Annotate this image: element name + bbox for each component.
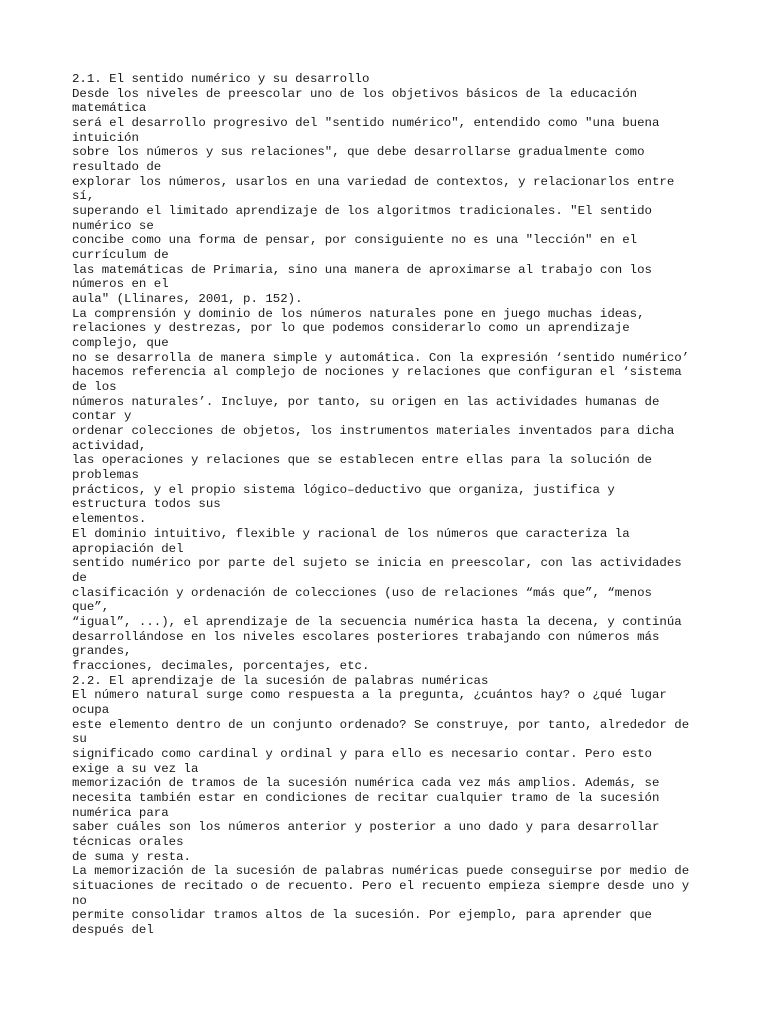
text-line: aula" (Llinares, 2001, p. 152). [72, 292, 303, 307]
text-line: no [72, 893, 87, 908]
text-line: La memorización de la sucesión de palabras numéricas puede conseguirse por medio de [72, 864, 690, 879]
text-line: apropiación del [72, 541, 184, 556]
text-line: no se desarrolla de manera simple y automática. Con la expresión ‘sentido numérico’ [72, 350, 690, 365]
text-line: exige a su vez la [72, 761, 199, 776]
text-line: números en el [72, 277, 169, 292]
text-line: de [72, 570, 87, 585]
text-line: clasificación y ordenación de colecciones (uso de relaciones “más que”, “menos [72, 585, 652, 600]
text-line: problemas [72, 468, 139, 483]
text-line: desarrollándose en los niveles escolares posteriores trabajando con números más [72, 629, 660, 644]
text-line: relaciones y destrezas, por lo que podemos considerarlo como un aprendizaje [72, 321, 630, 336]
text-line: necesita también estar en condiciones de recitar cualquier tramo de la sucesión [72, 790, 660, 805]
text-line: de suma y resta. [72, 849, 191, 864]
text-line: El dominio intuitivo, flexible y racional de los números que caracteriza la [72, 526, 630, 541]
document-page [72, 72, 712, 938]
section-heading: 2.1. El sentido numérico y su desarrollo [72, 72, 370, 86]
text-line: que”, [72, 600, 110, 615]
text-line: “igual”, ...), el aprendizaje de la secuencia numérica hasta la decena, y continúa [72, 614, 682, 629]
text-line: de los [72, 380, 117, 395]
text-line: actividad, [72, 438, 147, 453]
text-line: contar y [72, 409, 132, 424]
text-line: hacemos referencia al complejo de nociones y relaciones que configuran el ‘sistema [72, 365, 682, 380]
text-line: significado como cardinal y ordinal y para ello es necesario contar. Pero esto [72, 746, 652, 761]
section-heading: 2.2. El aprendizaje de la sucesión de palabras numéricas [72, 673, 489, 688]
text-line: memorización de tramos de la sucesión numérica cada vez más amplios. Además, se [72, 776, 660, 791]
text-line: después del [72, 922, 154, 937]
text-line: El número natural surge como respuesta a la pregunta, ¿cuántos hay? o ¿qué lugar [72, 688, 667, 703]
text-line: ordenar colecciones de objetos, los instrumentos materiales inventados para dicha [72, 424, 675, 439]
text-line: las operaciones y relaciones que se establecen entre ellas para la solución de [72, 453, 652, 468]
text-line: currículum de [72, 248, 169, 263]
text-line: elementos. [72, 512, 147, 527]
text-line: superando el limitado aprendizaje de los algoritmos tradicionales. "El sentido [72, 204, 652, 219]
text-line: Desde los niveles de preescolar uno de los objetivos básicos de la educación [72, 86, 638, 101]
text-line: fracciones, decimales, porcentajes, etc. [72, 658, 370, 673]
text-line: numérica para [72, 805, 169, 820]
text-line: matemática [72, 101, 147, 116]
text-line: técnicas orales [72, 834, 184, 849]
text-line: números naturales’. Incluye, por tanto, su origen en las actividades humanas de [72, 394, 660, 409]
text-line: explorar los números, usarlos en una variedad de contextos, y relacionarlos entre [72, 174, 675, 189]
text-line: situaciones de recitado o de recuento. Pero el recuento empieza siempre desde uno y [72, 878, 690, 893]
text-line: numérico se [72, 218, 154, 233]
text-line: grandes, [72, 644, 132, 659]
text-line: sentido numérico por parte del sujeto se inicia en preescolar, con las actividades [72, 556, 682, 571]
text-line: estructura todos sus [72, 497, 221, 512]
text-line: permite consolidar tramos altos de la sucesión. Por ejemplo, para aprender que [72, 908, 652, 923]
text-line: La comprensión y dominio de los números naturales pone en juego muchas ideas, [72, 306, 645, 321]
text-line: sí, [72, 189, 95, 204]
text-line: intuición [72, 130, 139, 145]
text-line: complejo, que [72, 336, 169, 351]
text-line: ocupa [72, 702, 110, 717]
text-line: resultado de [72, 160, 162, 175]
text-line: este elemento dentro de un conjunto ordenado? Se construye, por tanto, alrededor de [72, 717, 690, 732]
text-line: prácticos, y el propio sistema lógico–deductivo que organiza, justifica y [72, 482, 615, 497]
text-line: sobre los números y sus relaciones", que debe desarrollarse gradualmente como [72, 145, 645, 160]
text-line: concibe como una forma de pensar, por consiguiente no es una "lección" en el [72, 233, 638, 248]
text-line: será el desarrollo progresivo del "sentido numérico", entendido como "una buena [72, 116, 660, 131]
text-line: las matemáticas de Primaria, sino una manera de aproximarse al trabajo con los [72, 262, 652, 277]
text-line: saber cuáles son los números anterior y posterior a uno dado y para desarrollar [72, 820, 660, 835]
text-line: su [72, 732, 87, 747]
